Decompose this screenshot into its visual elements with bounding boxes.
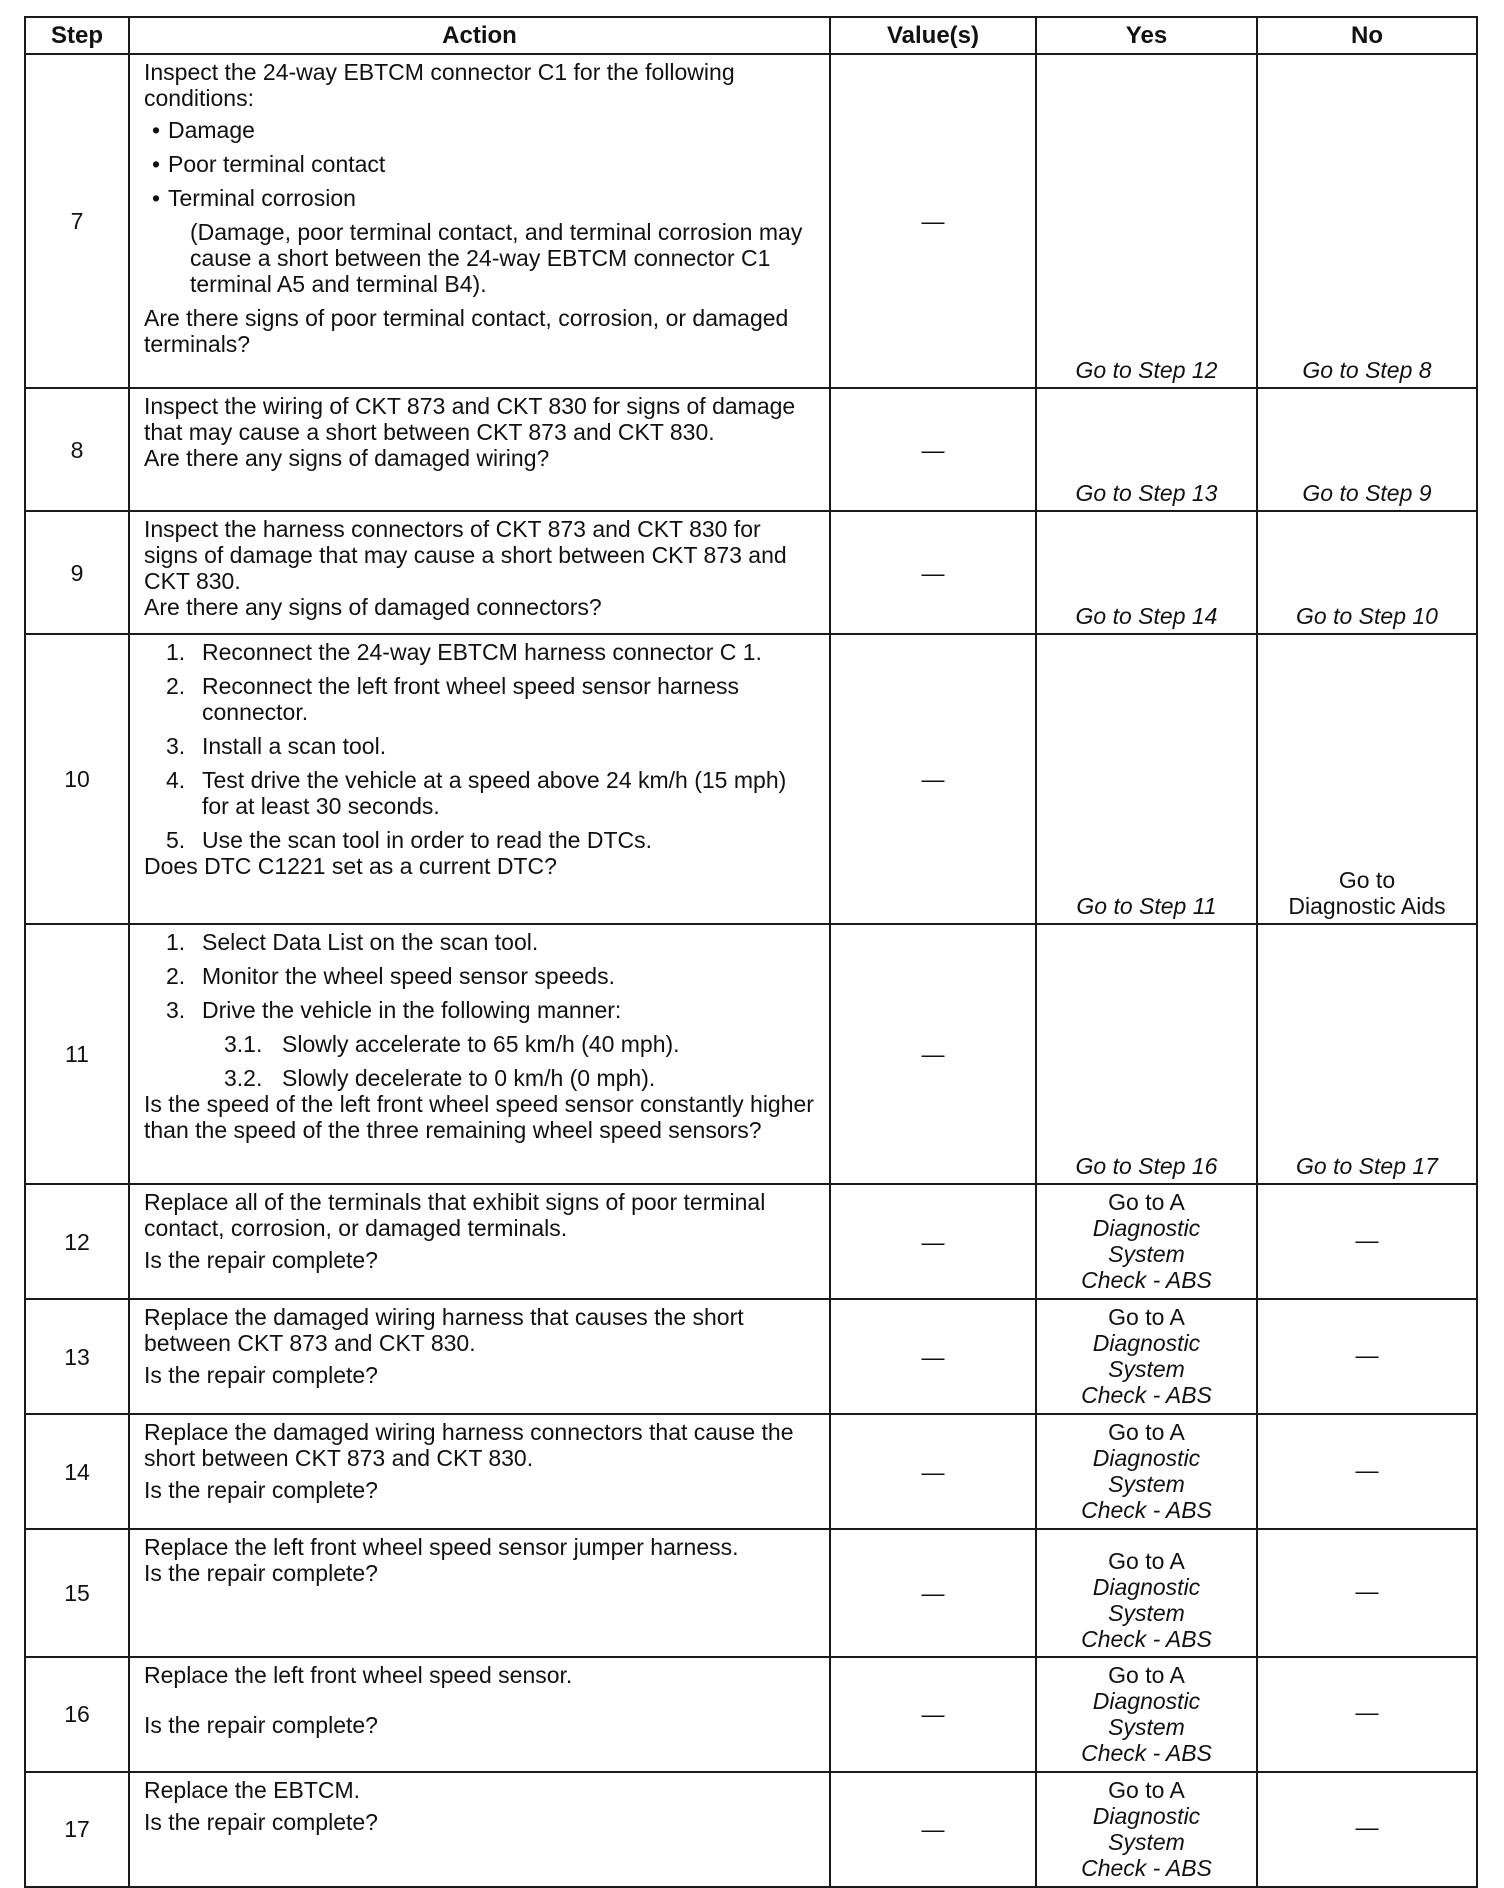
step-number: 17 — [25, 1772, 129, 1887]
action-question: Is the repair complete? — [144, 1476, 378, 1503]
action-question: Is the repair complete? — [144, 1711, 378, 1738]
action-intro: Inspect the harness connectors of CKT 873 and CKT 830 for signs of damage that may cause a short between CKT 873 and CKT 830. — [144, 516, 787, 594]
action-question: Are there any signs of damaged wiring? — [144, 444, 550, 471]
action-cell — [129, 924, 830, 1184]
table-row — [25, 54, 1477, 388]
no-cell: — — [1257, 1529, 1477, 1657]
action-question: Are there signs of poor terminal contact, corrosion, or damaged terminals? — [144, 304, 789, 357]
value-cell: — — [830, 54, 1036, 388]
value-cell: — — [830, 1184, 1036, 1299]
action-substep-text: Slowly decelerate to 0 km/h (0 mph). — [282, 1064, 656, 1091]
value-cell: — — [830, 634, 1036, 924]
action-cell — [129, 1529, 830, 1657]
action-question: Does DTC C1221 set as a current DTC? — [144, 852, 557, 879]
action-step-text: Test drive the vehicle at a speed above 24 km/h (15 mph) for at least 30 seconds. — [202, 766, 787, 819]
table-row — [25, 1529, 1477, 1657]
action-substep — [144, 1065, 819, 1091]
action-step — [144, 963, 819, 989]
yes-line: Check - ABS — [1081, 1266, 1212, 1293]
no-cell: — — [1257, 1414, 1477, 1529]
yes-line: Check - ABS — [1081, 1625, 1212, 1652]
action-intro: Replace the damaged wiring harness that causes the short between CKT 873 and CKT 830. — [144, 1304, 744, 1356]
action-step-text: Reconnect the left front wheel speed sensor harness connector. — [202, 672, 739, 725]
action-step-number: 4. — [166, 766, 186, 793]
yes-cell — [1036, 1657, 1257, 1772]
step-number: 15 — [25, 1529, 129, 1657]
yes-cell — [1036, 1184, 1257, 1299]
header-action: Action — [129, 17, 830, 54]
yes-cell: Go to Step 14 — [1036, 511, 1257, 634]
step-number: 9 — [25, 511, 129, 634]
action-bullet: • Poor terminal contact — [144, 151, 819, 177]
value-cell: — — [830, 1414, 1036, 1529]
yes-line: Go to A — [1108, 1661, 1185, 1688]
yes-line: Go to A — [1108, 1776, 1185, 1803]
action-step-number: 3. — [166, 732, 186, 759]
no-cell — [1257, 634, 1477, 924]
action-bullet: • Terminal corrosion — [144, 185, 819, 211]
value-cell: — — [830, 1529, 1036, 1657]
value-cell: — — [830, 388, 1036, 511]
action-substep-text: Slowly accelerate to 65 km/h (40 mph). — [282, 1030, 680, 1057]
value-cell: — — [830, 1299, 1036, 1414]
action-question: Are there any signs of damaged connectors? — [144, 593, 602, 620]
header-values: Value(s) — [830, 17, 1036, 54]
no-line: Diagnostic Aids — [1288, 893, 1446, 920]
yes-line: Diagnostic — [1092, 1214, 1201, 1241]
yes-line: System — [1108, 1470, 1185, 1497]
no-cell: Go to Step 10 — [1257, 511, 1477, 634]
action-cell — [129, 388, 830, 511]
action-step-text: Use the scan tool in order to read the DTCs. — [202, 826, 652, 853]
table-row — [25, 1772, 1477, 1887]
table-row — [25, 511, 1477, 634]
action-cell — [129, 1772, 830, 1887]
action-step — [144, 827, 819, 853]
yes-line: Go to A — [1108, 1548, 1185, 1574]
action-step — [144, 673, 819, 725]
action-cell — [129, 54, 830, 388]
yes-cell: Go to Step 16 — [1036, 924, 1257, 1184]
yes-line: Check - ABS — [1081, 1854, 1212, 1881]
action-cell — [129, 634, 830, 924]
action-cell — [129, 1414, 830, 1529]
yes-cell — [1036, 1299, 1257, 1414]
action-intro: Replace the damaged wiring harness connectors that cause the short between CKT 873 and CKT 830. — [144, 1419, 794, 1471]
no-cell: Go to Step 8 — [1257, 54, 1477, 388]
action-step-number: 2. — [166, 672, 186, 699]
yes-line: System — [1108, 1355, 1185, 1382]
action-step-number: 5. — [166, 826, 186, 853]
table-row — [25, 924, 1477, 1184]
value-cell: — — [830, 924, 1036, 1184]
yes-line: Check - ABS — [1081, 1739, 1212, 1766]
step-number: 11 — [25, 924, 129, 1184]
table-row — [25, 388, 1477, 511]
no-cell: — — [1257, 1657, 1477, 1772]
yes-cell — [1036, 1529, 1257, 1657]
action-cell — [129, 1184, 830, 1299]
action-intro: Inspect the wiring of CKT 873 and CKT 830 for signs of damage that may cause a short between CKT 873 and CKT 830. — [144, 393, 796, 445]
yes-line: System — [1108, 1599, 1185, 1626]
header-no: No — [1257, 17, 1477, 54]
no-cell: — — [1257, 1772, 1477, 1887]
action-step-text: Monitor the wheel speed sensor speeds. — [202, 962, 615, 989]
yes-line: Diagnostic — [1092, 1573, 1201, 1600]
yes-line: Diagnostic — [1092, 1802, 1201, 1829]
no-cell: — — [1257, 1184, 1477, 1299]
yes-line: Go to A — [1108, 1189, 1185, 1215]
action-question: Is the repair complete? — [144, 1246, 378, 1273]
action-step — [144, 929, 819, 955]
action-intro: Replace the EBTCM. — [144, 1776, 361, 1803]
action-step-number: 1. — [166, 929, 186, 955]
step-number: 13 — [25, 1299, 129, 1414]
yes-line: Check - ABS — [1081, 1496, 1212, 1523]
yes-cell: Go to Step 11 — [1036, 634, 1257, 924]
action-substep-number: 3.1. — [224, 1030, 263, 1057]
action-substep — [144, 1031, 819, 1057]
action-cell — [129, 511, 830, 634]
yes-line: Diagnostic — [1092, 1687, 1201, 1714]
table-row — [25, 1657, 1477, 1772]
action-intro: Replace all of the terminals that exhibit signs of poor terminal contact, corrosion, or damaged terminals. — [144, 1189, 766, 1241]
action-step — [144, 767, 819, 819]
yes-line: Go to A — [1108, 1419, 1185, 1445]
yes-cell: Go to Step 13 — [1036, 388, 1257, 511]
step-number: 16 — [25, 1657, 129, 1772]
action-step — [144, 639, 819, 665]
action-intro: Inspect the 24-way EBTCM connector C1 for the following conditions: — [144, 59, 735, 111]
action-step — [144, 997, 819, 1023]
step-number: 10 — [25, 634, 129, 924]
action-step-text: Install a scan tool. — [202, 732, 387, 759]
table-row — [25, 634, 1477, 924]
diagnostic-table — [24, 16, 1478, 1888]
action-step-text: Drive the vehicle in the following manner: — [202, 996, 622, 1023]
header-row — [25, 17, 1477, 54]
yes-line: Go to A — [1108, 1304, 1185, 1330]
action-substep-number: 3.2. — [224, 1064, 263, 1091]
no-cell: — — [1257, 1299, 1477, 1414]
yes-line: System — [1108, 1713, 1185, 1740]
action-question: Is the speed of the left front wheel speed sensor constantly higher than the speed of the three remaining wheel speed sensors? — [144, 1090, 814, 1143]
yes-cell — [1036, 1772, 1257, 1887]
no-cell: Go to Step 9 — [1257, 388, 1477, 511]
header-yes: Yes — [1036, 17, 1257, 54]
value-cell: — — [830, 1772, 1036, 1887]
yes-line: Diagnostic — [1092, 1444, 1201, 1471]
yes-line: Diagnostic — [1092, 1329, 1201, 1356]
action-cell — [129, 1657, 830, 1772]
no-line: Go to — [1338, 867, 1396, 894]
action-intro: Replace the left front wheel speed sensor jumper harness. — [144, 1534, 739, 1560]
step-number: 12 — [25, 1184, 129, 1299]
action-note: (Damage, poor terminal contact, and terminal corrosion may cause a short between the 24-way EBTCM connector C1 terminal A5 and terminal B4). — [190, 218, 803, 297]
action-question: Is the repair complete? — [144, 1808, 378, 1835]
action-step-text: Select Data List on the scan tool. — [202, 929, 539, 955]
step-number: 8 — [25, 388, 129, 511]
step-number: 14 — [25, 1414, 129, 1529]
action-step-number: 1. — [166, 639, 186, 665]
no-cell: Go to Step 17 — [1257, 924, 1477, 1184]
yes-line: System — [1108, 1828, 1185, 1855]
yes-cell: Go to Step 12 — [1036, 54, 1257, 388]
action-cell — [129, 1299, 830, 1414]
header-step: Step — [25, 17, 129, 54]
action-intro: Replace the left front wheel speed sensor. — [144, 1661, 573, 1688]
action-question: Is the repair complete? — [144, 1361, 378, 1388]
yes-cell — [1036, 1414, 1257, 1529]
table-row — [25, 1414, 1477, 1529]
table-row — [25, 1299, 1477, 1414]
action-step — [144, 733, 819, 759]
action-step-number: 2. — [166, 962, 186, 989]
yes-line: Check - ABS — [1081, 1381, 1212, 1408]
action-step-number: 3. — [166, 996, 186, 1023]
value-cell: — — [830, 1657, 1036, 1772]
action-question: Is the repair complete? — [144, 1559, 378, 1586]
value-cell: — — [830, 511, 1036, 634]
action-step-text: Reconnect the 24-way EBTCM harness connector C 1. — [202, 639, 762, 665]
table-row — [25, 1184, 1477, 1299]
action-bullet: • Damage — [144, 117, 819, 143]
step-number: 7 — [25, 54, 129, 388]
yes-line: System — [1108, 1240, 1185, 1267]
